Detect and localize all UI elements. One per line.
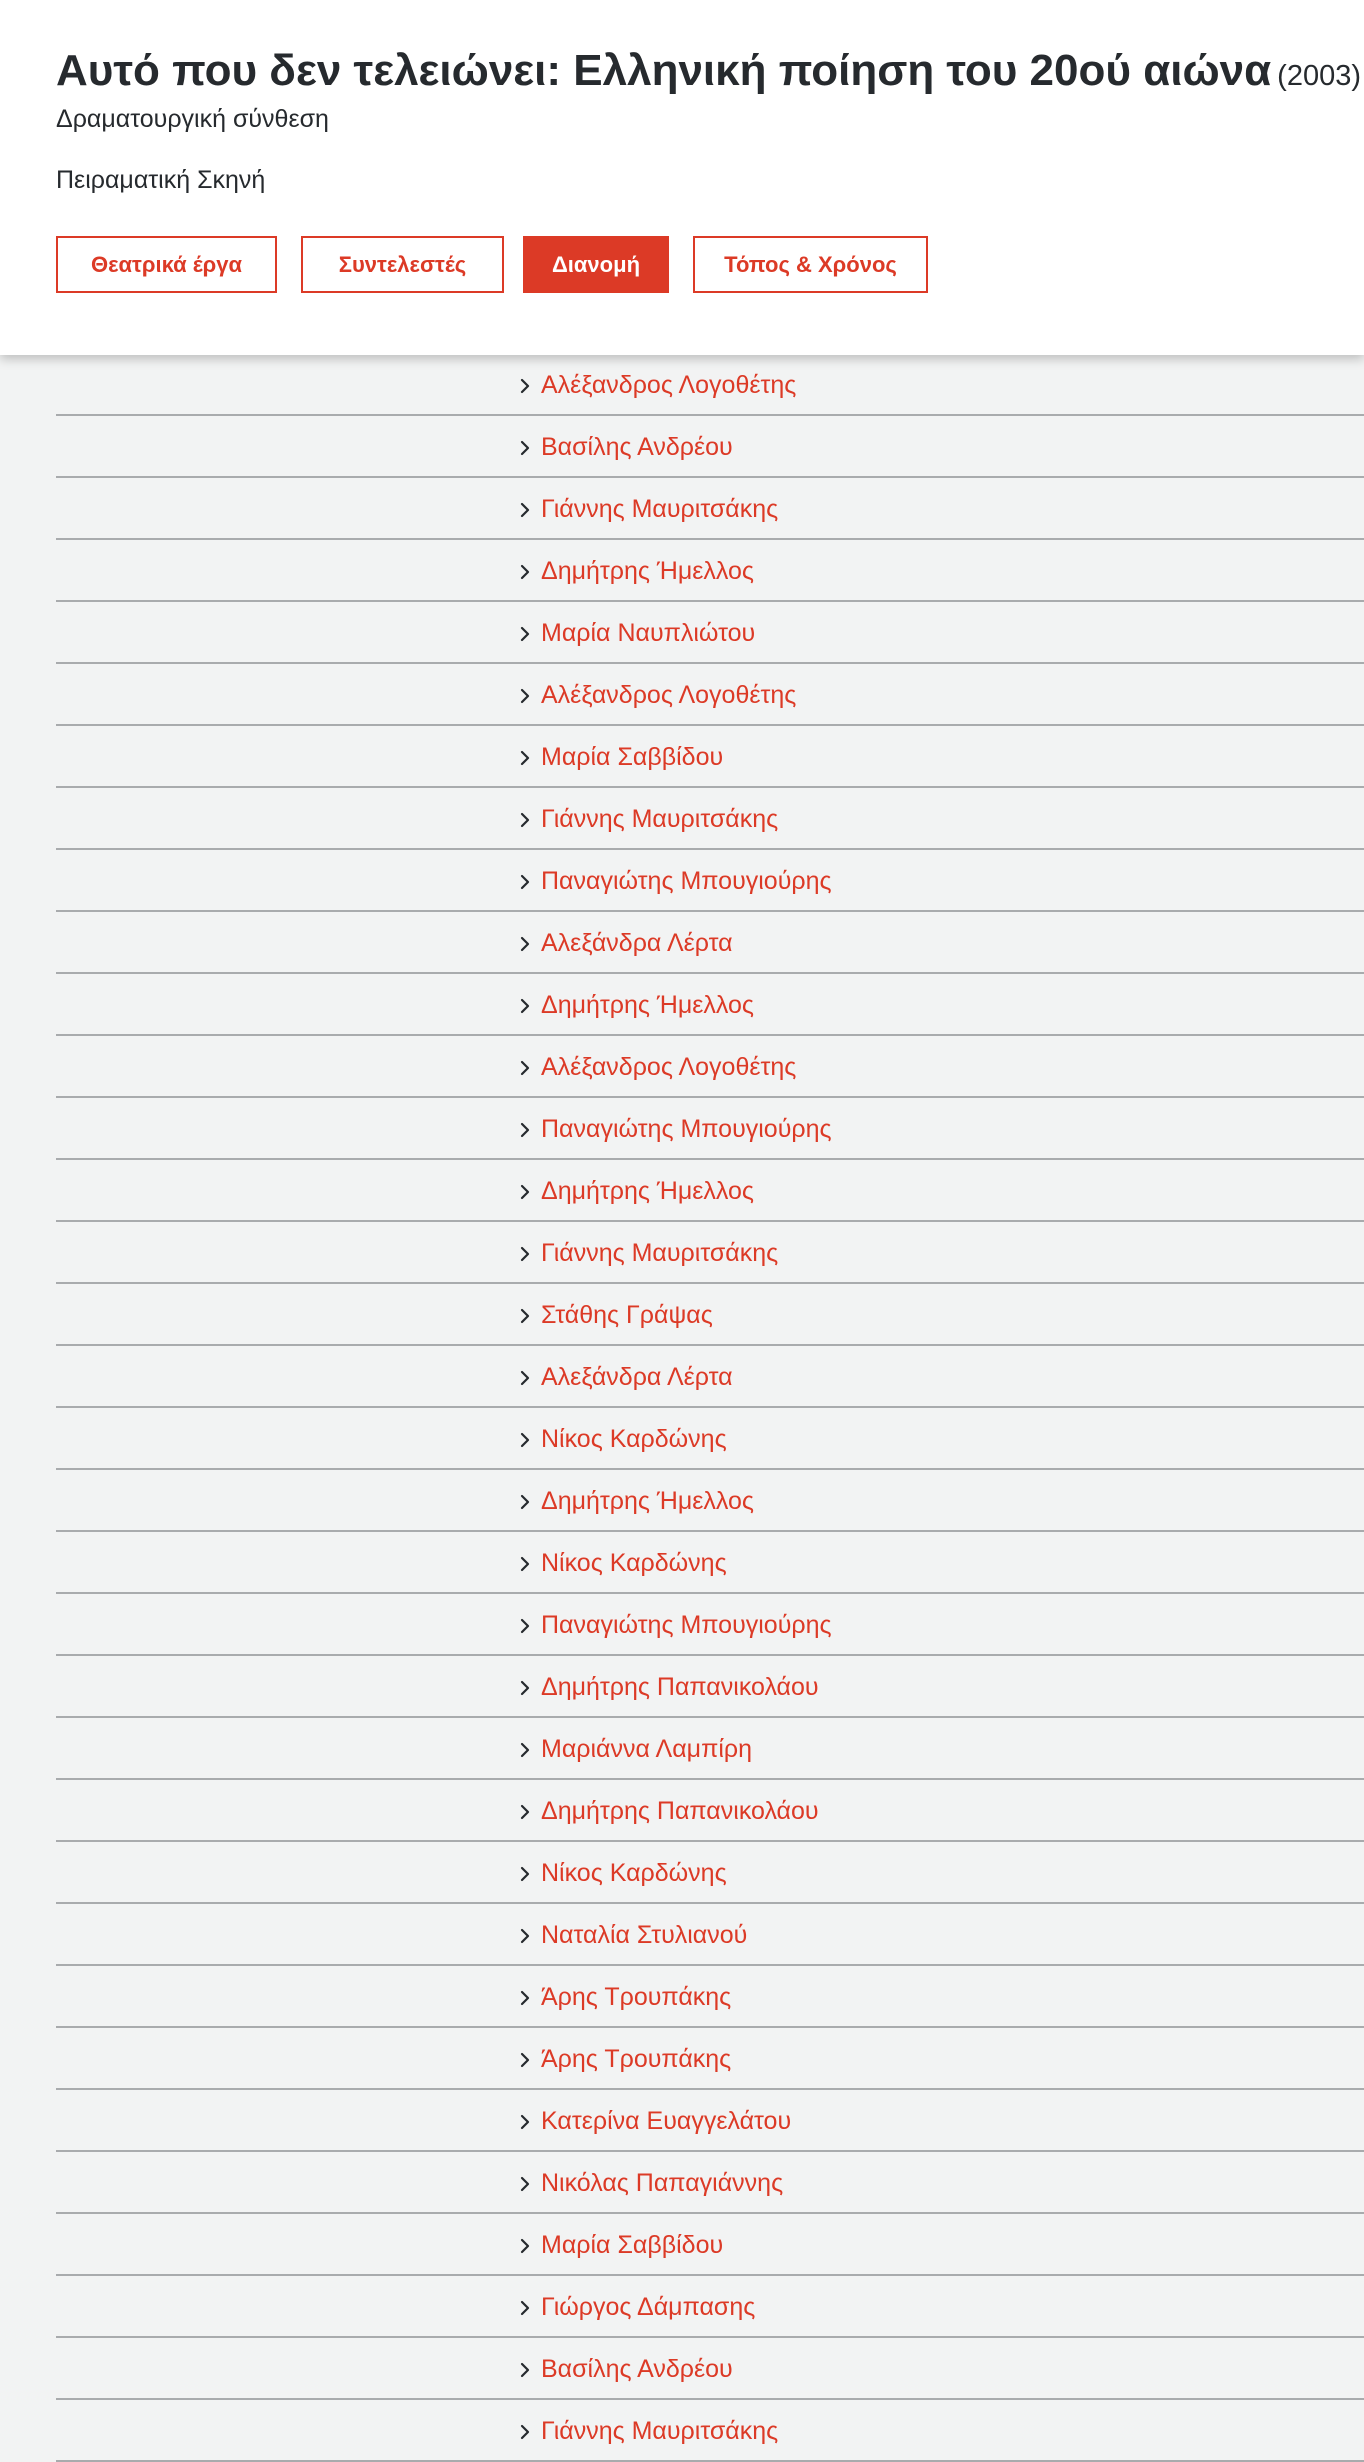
- cast-member-name: Αλεξάνδρα Λέρτα: [541, 929, 733, 957]
- chevron-right-icon: [517, 2296, 535, 2320]
- cast-member-name: Νικόλας Παπαγιάννης: [541, 2169, 784, 2197]
- cast-member-name: Δημήτρης Παπανικολάου: [541, 1673, 819, 1701]
- cast-member-link[interactable]: [517, 495, 778, 524]
- chevron-right-icon: [517, 436, 535, 460]
- list-item: [56, 352, 1364, 416]
- chevron-right-icon: [517, 1366, 535, 1390]
- play-title: Αυτό που δεν τελειώνει: Ελληνική ποίηση του 20ού αιώνα: [56, 46, 1272, 95]
- list-item: [56, 1594, 1364, 1656]
- cast-member-link[interactable]: [517, 2231, 723, 2260]
- cast-member-link[interactable]: [517, 557, 754, 586]
- cast-member-link[interactable]: [517, 991, 754, 1020]
- chevron-right-icon: [517, 1490, 535, 1514]
- cast-member-name: Αλέξανδρος Λογοθέτης: [541, 1053, 797, 1081]
- cast-member-name: Μαρία Σαββίδου: [541, 2231, 724, 2259]
- cast-member-link[interactable]: [517, 805, 778, 834]
- page-title: [56, 46, 1361, 96]
- cast-member-link[interactable]: [517, 619, 755, 648]
- list-item: [56, 2214, 1364, 2276]
- chevron-right-icon: [517, 2172, 535, 2196]
- list-item: [56, 1408, 1364, 1470]
- play-year: (2003): [1277, 60, 1361, 92]
- cast-member-name: Γιώργος Δάμπασης: [541, 2293, 756, 2321]
- cast-member-name: Βασίλης Ανδρέου: [541, 433, 733, 461]
- list-item: [56, 1222, 1364, 1284]
- cast-member-name: Παναγιώτης Μπουγιούρης: [541, 867, 832, 895]
- cast-member-link[interactable]: [517, 433, 733, 462]
- cast-member-link[interactable]: [517, 1921, 747, 1950]
- chevron-right-icon: [517, 1180, 535, 1204]
- list-item: [56, 540, 1364, 602]
- chevron-right-icon: [517, 994, 535, 1018]
- cast-member-name: Γιάννης Μαυριτσάκης: [541, 495, 779, 523]
- chevron-right-icon: [517, 1800, 535, 1824]
- list-item: [56, 2028, 1364, 2090]
- chevron-right-icon: [517, 684, 535, 708]
- cast-member-name: Κατερίνα Ευαγγελάτου: [541, 2107, 792, 2135]
- cast-member-link[interactable]: [517, 371, 796, 400]
- list-item: [56, 2090, 1364, 2152]
- cast-member-link[interactable]: [517, 681, 796, 710]
- cast-member-link[interactable]: [517, 1673, 819, 1702]
- chevron-right-icon: [517, 1118, 535, 1142]
- cast-member-name: Δημήτρης Παπανικολάου: [541, 1797, 819, 1825]
- tab-plays[interactable]: Θεατρικά έργα: [56, 236, 277, 293]
- chevron-right-icon: [517, 2110, 535, 2134]
- list-item: [56, 850, 1364, 912]
- cast-member-link[interactable]: [517, 1425, 727, 1454]
- cast-member-name: Βασίλης Ανδρέου: [541, 2355, 733, 2383]
- chevron-right-icon: [517, 1676, 535, 1700]
- tab-contributors[interactable]: Συντελεστές: [301, 236, 504, 293]
- cast-member-link[interactable]: [517, 1797, 819, 1826]
- list-item: [56, 1780, 1364, 1842]
- chevron-right-icon: [517, 1614, 535, 1638]
- chevron-right-icon: [517, 808, 535, 832]
- chevron-right-icon: [517, 1428, 535, 1452]
- cast-member-name: Αλέξανδρος Λογοθέτης: [541, 371, 797, 399]
- cast-member-name: Αλεξάνδρα Λέρτα: [541, 1363, 733, 1391]
- cast-member-link[interactable]: [517, 2355, 733, 2384]
- cast-member-link[interactable]: [517, 1859, 727, 1888]
- cast-member-name: Άρης Τρουπάκης: [541, 2045, 732, 2073]
- list-item: [56, 1284, 1364, 1346]
- list-item: [56, 416, 1364, 478]
- cast-member-name: Αλέξανδρος Λογοθέτης: [541, 681, 797, 709]
- cast-member-link[interactable]: [517, 1611, 832, 1640]
- list-item: [56, 1966, 1364, 2028]
- list-item: [56, 2152, 1364, 2214]
- chevron-right-icon: [517, 1738, 535, 1762]
- list-item: [56, 602, 1364, 664]
- chevron-right-icon: [517, 1242, 535, 1266]
- list-item: [56, 2338, 1364, 2400]
- cast-member-link[interactable]: [517, 1487, 754, 1516]
- list-item: [56, 2276, 1364, 2338]
- chevron-right-icon: [517, 374, 535, 398]
- cast-member-link[interactable]: [517, 2417, 778, 2446]
- cast-member-name: Μαριάννα Λαμπίρη: [541, 1735, 753, 1763]
- list-item: [56, 1532, 1364, 1594]
- chevron-right-icon: [517, 1924, 535, 1948]
- venue-link[interactable]: Πειραματική Σκηνή: [56, 166, 266, 194]
- cast-member-name: Δημήτρης Ήμελλος: [541, 557, 754, 585]
- cast-member-name: Στάθης Γράψας: [541, 1301, 713, 1329]
- cast-member-link[interactable]: [517, 2293, 755, 2322]
- cast-member-link[interactable]: [517, 1301, 713, 1330]
- cast-member-name: Δημήτρης Ήμελλος: [541, 991, 754, 1019]
- cast-member-name: Νίκος Καρδώνης: [541, 1549, 727, 1577]
- list-item: [56, 664, 1364, 726]
- list-item: [56, 1842, 1364, 1904]
- cast-member-name: Μαρία Σαββίδου: [541, 743, 724, 771]
- list-item: [56, 788, 1364, 850]
- chevron-right-icon: [517, 498, 535, 522]
- list-item: [56, 1346, 1364, 1408]
- cast-member-link[interactable]: [517, 1053, 796, 1082]
- chevron-right-icon: [517, 1304, 535, 1328]
- list-item: [56, 1036, 1364, 1098]
- chevron-right-icon: [517, 870, 535, 894]
- chevron-right-icon: [517, 560, 535, 584]
- play-subtitle: Δραματουργική σύνθεση: [56, 105, 329, 133]
- cast-member-link[interactable]: [517, 2169, 783, 2198]
- cast-member-link[interactable]: [517, 1363, 733, 1392]
- cast-member-link[interactable]: [517, 1115, 832, 1144]
- cast-member-name: Γιάννης Μαυριτσάκης: [541, 1239, 779, 1267]
- cast-member-link[interactable]: [517, 1239, 778, 1268]
- cast-member-link[interactable]: [517, 2045, 731, 2074]
- chevron-right-icon: [517, 1056, 535, 1080]
- list-item: [56, 1656, 1364, 1718]
- cast-member-name: Παναγιώτης Μπουγιούρης: [541, 1611, 832, 1639]
- page-header: [0, 0, 1364, 355]
- list-item: [56, 1098, 1364, 1160]
- cast-member-name: Άρης Τρουπάκης: [541, 1983, 732, 2011]
- cast-member-name: Νίκος Καρδώνης: [541, 1859, 727, 1887]
- cast-member-link[interactable]: [517, 1983, 731, 2012]
- chevron-right-icon: [517, 622, 535, 646]
- chevron-right-icon: [517, 1986, 535, 2010]
- chevron-right-icon: [517, 1552, 535, 1576]
- cast-member-name: Μαρία Ναυπλιώτου: [541, 619, 756, 647]
- cast-member-name: Γιάννης Μαυριτσάκης: [541, 805, 779, 833]
- tab-place-and-time[interactable]: Τόπος & Χρόνος: [693, 236, 928, 293]
- cast-member-link[interactable]: [517, 1177, 754, 1206]
- cast-member-name: Δημήτρης Ήμελλος: [541, 1487, 754, 1515]
- cast-member-link[interactable]: [517, 1735, 752, 1764]
- list-item: [56, 478, 1364, 540]
- cast-member-link[interactable]: [517, 929, 733, 958]
- chevron-right-icon: [517, 2420, 535, 2444]
- list-item: [56, 2400, 1364, 2462]
- list-item: [56, 1160, 1364, 1222]
- list-item: [56, 912, 1364, 974]
- cast-member-name: Γιάννης Μαυριτσάκης: [541, 2417, 779, 2445]
- cast-member-link[interactable]: [517, 743, 723, 772]
- chevron-right-icon: [517, 746, 535, 770]
- list-item: [56, 974, 1364, 1036]
- chevron-right-icon: [517, 2234, 535, 2258]
- cast-member-link[interactable]: [517, 2107, 791, 2136]
- cast-member-link[interactable]: [517, 867, 832, 896]
- chevron-right-icon: [517, 1862, 535, 1886]
- cast-member-name: Ναταλία Στυλιανού: [541, 1921, 748, 1949]
- cast-member-name: Δημήτρης Ήμελλος: [541, 1177, 754, 1205]
- list-item: [56, 1718, 1364, 1780]
- list-item: [56, 1904, 1364, 1966]
- cast-member-name: Νίκος Καρδώνης: [541, 1425, 727, 1453]
- chevron-right-icon: [517, 2358, 535, 2382]
- chevron-right-icon: [517, 932, 535, 956]
- cast-member-name: Παναγιώτης Μπουγιούρης: [541, 1115, 832, 1143]
- list-item: [56, 1470, 1364, 1532]
- list-item: [56, 726, 1364, 788]
- tab-cast[interactable]: Διανομή: [523, 236, 669, 293]
- cast-member-link[interactable]: [517, 1549, 727, 1578]
- chevron-right-icon: [517, 2048, 535, 2072]
- cast-list: [56, 352, 1364, 2462]
